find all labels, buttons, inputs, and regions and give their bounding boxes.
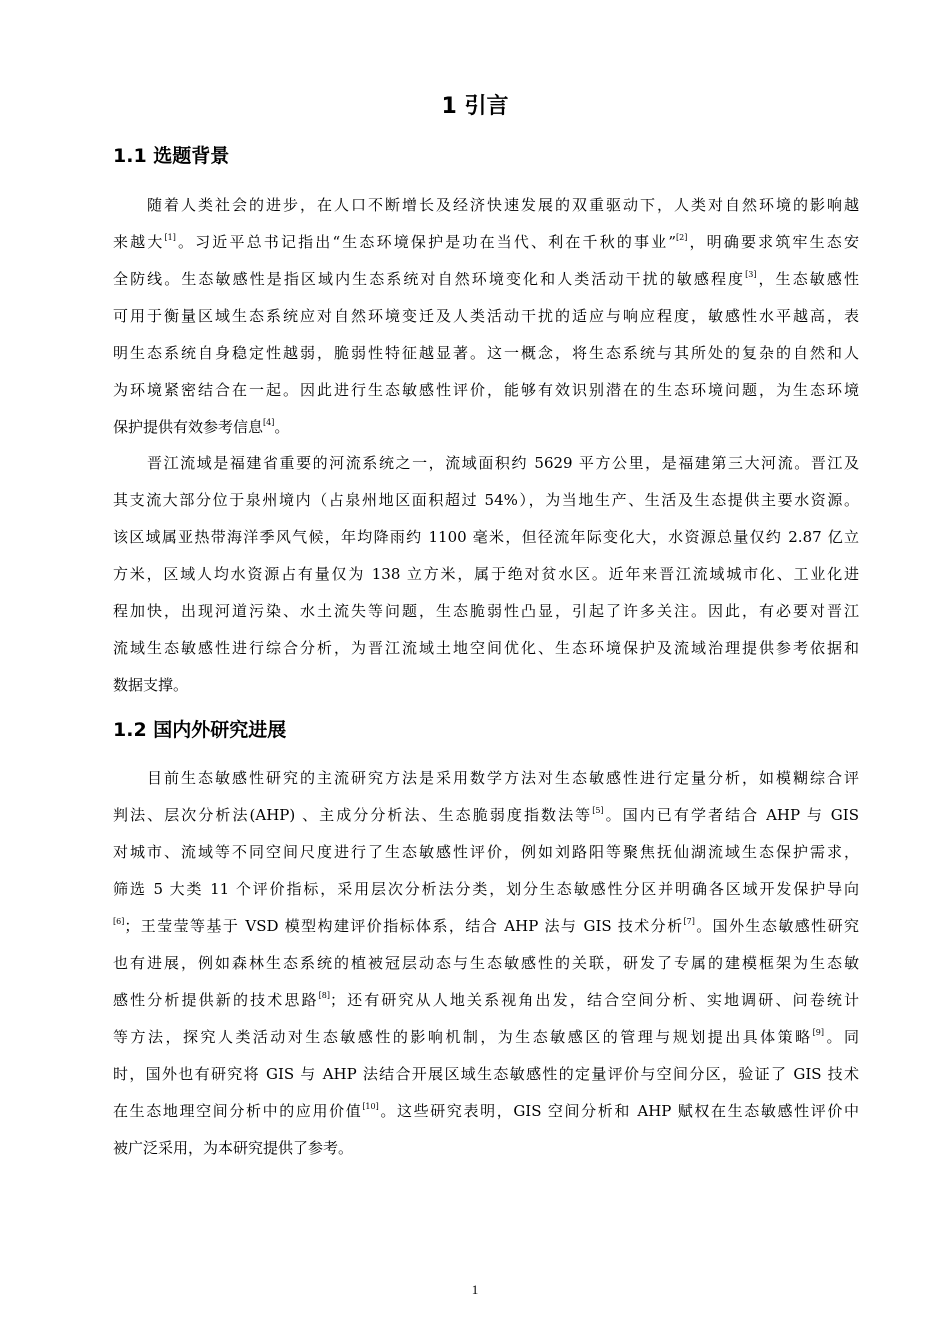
text-segment: 明生态系统自身稳定性越弱，脆弱性特征越显著。这一概念，将生态系统与其所处的复杂的自然和人	[113, 344, 859, 362]
text-line	[113, 298, 859, 335]
text-line	[113, 187, 859, 224]
citation-marker: [4]	[263, 418, 275, 427]
text-segment: 被广泛采用，为本研究提供了参考。	[113, 1139, 354, 1157]
text-segment: 程加快，出现河道污染、水土流失等问题，生态脆弱性凸显，引起了许多关注。因此，有必要对晋江	[113, 602, 859, 620]
text-line	[113, 445, 859, 482]
text-segment: 对城市、流域等不同空间尺度进行了生态敏感性评价，例如刘路阳等聚焦抚仙湖流域生态保护需求，	[113, 843, 859, 861]
text-segment: 。	[274, 418, 290, 436]
text-segment: 。同	[824, 1028, 859, 1046]
page-number: 1	[471, 1282, 479, 1297]
text-line	[113, 630, 859, 667]
chapter-title: 1 引言	[441, 94, 509, 119]
text-segment: 筛选 5 大类 11 个评价指标，采用层次分析法分类，划分生态敏感性分区并明确各区域开发保护导向	[113, 880, 859, 898]
citation-marker: [7]	[683, 917, 695, 926]
text-segment: ，生态敏感性	[756, 270, 859, 288]
text-segment: 判法、层次分析法(AHP) 、主成分分析法、生态脆弱度指数法等	[113, 806, 593, 824]
text-segment: 数据支撑。	[113, 676, 189, 694]
text-line	[113, 1093, 859, 1130]
text-segment: ；还有研究从人地关系视角出发，结合空间分析、实地调研、问卷统计	[329, 991, 859, 1009]
text-segment: 可用于衡量区域生态系统应对自然环境变迁及人类活动干扰的适应与响应程度，敏感性水平越高，表	[113, 307, 859, 325]
citation-marker: [9]	[812, 1028, 824, 1037]
text-line	[113, 871, 859, 908]
section-title-1-1: 1.1 选题背景	[113, 145, 230, 167]
text-segment: ；王莹莹等基于 VSD 模型构建评价指标体系，结合 AHP 法与 GIS 技术分析	[124, 917, 684, 935]
text-segment: 保护提供有效参考信息	[113, 418, 264, 436]
text-segment: 。国外生态敏感性研究	[694, 917, 859, 935]
text-line	[113, 482, 859, 519]
text-line	[113, 945, 859, 982]
text-segment: 该区域属亚热带海洋季风气候，年均降雨约 1100 毫米，但径流年际变化大，水资源总量仅约 2.87 亿立	[113, 528, 859, 546]
text-line	[113, 519, 859, 556]
text-line	[113, 982, 859, 1019]
text-line	[113, 593, 859, 630]
citation-marker: [5]	[592, 806, 604, 815]
text-line	[113, 409, 859, 446]
text-line	[113, 834, 859, 871]
text-line	[113, 224, 859, 261]
text-segment: 流域生态敏感性进行综合分析，为晋江流域土地空间优化、生态环境保护及流域治理提供参考依据和	[113, 639, 859, 657]
text-segment: 等方法，探究人类活动对生态敏感性的影响机制，为生态敏感区的管理与规划提出具体策略	[113, 1028, 813, 1046]
text-segment: 在生态地理空间分析中的应用价值	[113, 1102, 363, 1120]
text-line	[113, 261, 859, 298]
text-line	[113, 1130, 859, 1167]
text-segment: 感性分析提供新的技术思路	[113, 991, 319, 1009]
section-title-1-2: 1.2 国内外研究进展	[113, 719, 287, 741]
text-segment: 全防线。生态敏感性是指区域内生态系统对自然环境变化和人类活动干扰的敏感程度	[113, 270, 746, 288]
text-line	[113, 372, 859, 409]
text-line	[113, 797, 859, 834]
citation-marker: [10]	[362, 1102, 379, 1111]
text-segment: 为环境紧密结合在一起。因此进行生态敏感性评价，能够有效识别潜在的生态环境问题，为生态环境	[113, 381, 859, 399]
text-line	[113, 556, 859, 593]
citation-marker: [8]	[318, 991, 330, 1000]
text-segment: 来越大	[113, 233, 165, 251]
text-line	[113, 1056, 859, 1093]
citation-marker: [6]	[113, 917, 125, 926]
text-line	[113, 908, 859, 945]
text-segment: 。这些研究表明，GIS 空间分析和 AHP 赋权在生态敏感性评价中	[378, 1102, 859, 1120]
text-line	[113, 667, 859, 704]
text-segment: 也有进展，例如森林生态系统的植被冠层动态与生态敏感性的关联，研发了专属的建模框架为生态敏	[113, 954, 859, 972]
text-segment: 方米，区域人均水资源占有量仅为 138 立方米，属于绝对贫水区。近年来晋江流域城市化、工业化进	[113, 565, 859, 583]
paragraph-background-2	[113, 445, 859, 704]
paragraph-research-progress	[113, 760, 859, 1167]
text-segment: 晋江流域是福建省重要的河流系统之一，流域面积约 5629 平方公里，是福建第三大河流。晋江及	[147, 454, 859, 472]
paragraph-background-1	[113, 187, 859, 446]
text-segment: 其支流大部分位于泉州境内（占泉州地区面积超过 54%），为当地生产、生活及生态提供主要水资源。	[113, 491, 859, 509]
text-line	[113, 1019, 859, 1056]
citation-marker: [3]	[745, 270, 757, 279]
text-segment: 随着人类社会的进步，在人口不断增长及经济快速发展的双重驱动下，人类对自然环境的影响越	[147, 196, 859, 214]
text-segment: 目前生态敏感性研究的主流研究方法是采用数学方法对生态敏感性进行定量分析，如模糊综合评	[147, 769, 859, 787]
text-segment: 。习近平总书记指出“生态环境保护是功在当代、利在千秋的事业”	[175, 233, 677, 251]
text-segment: 时，国外也有研究将 GIS 与 AHP 法结合开展区域生态敏感性的定量评价与空间分区，验证了 GIS 技术	[113, 1065, 859, 1083]
text-segment: 。国内已有学者结合 AHP 与 GIS	[603, 806, 859, 824]
text-line	[113, 760, 859, 797]
citation-marker: [1]	[164, 233, 176, 242]
text-segment: ，明确要求筑牢生态安	[687, 233, 859, 251]
text-line	[113, 335, 859, 372]
citation-marker: [2]	[676, 233, 688, 242]
